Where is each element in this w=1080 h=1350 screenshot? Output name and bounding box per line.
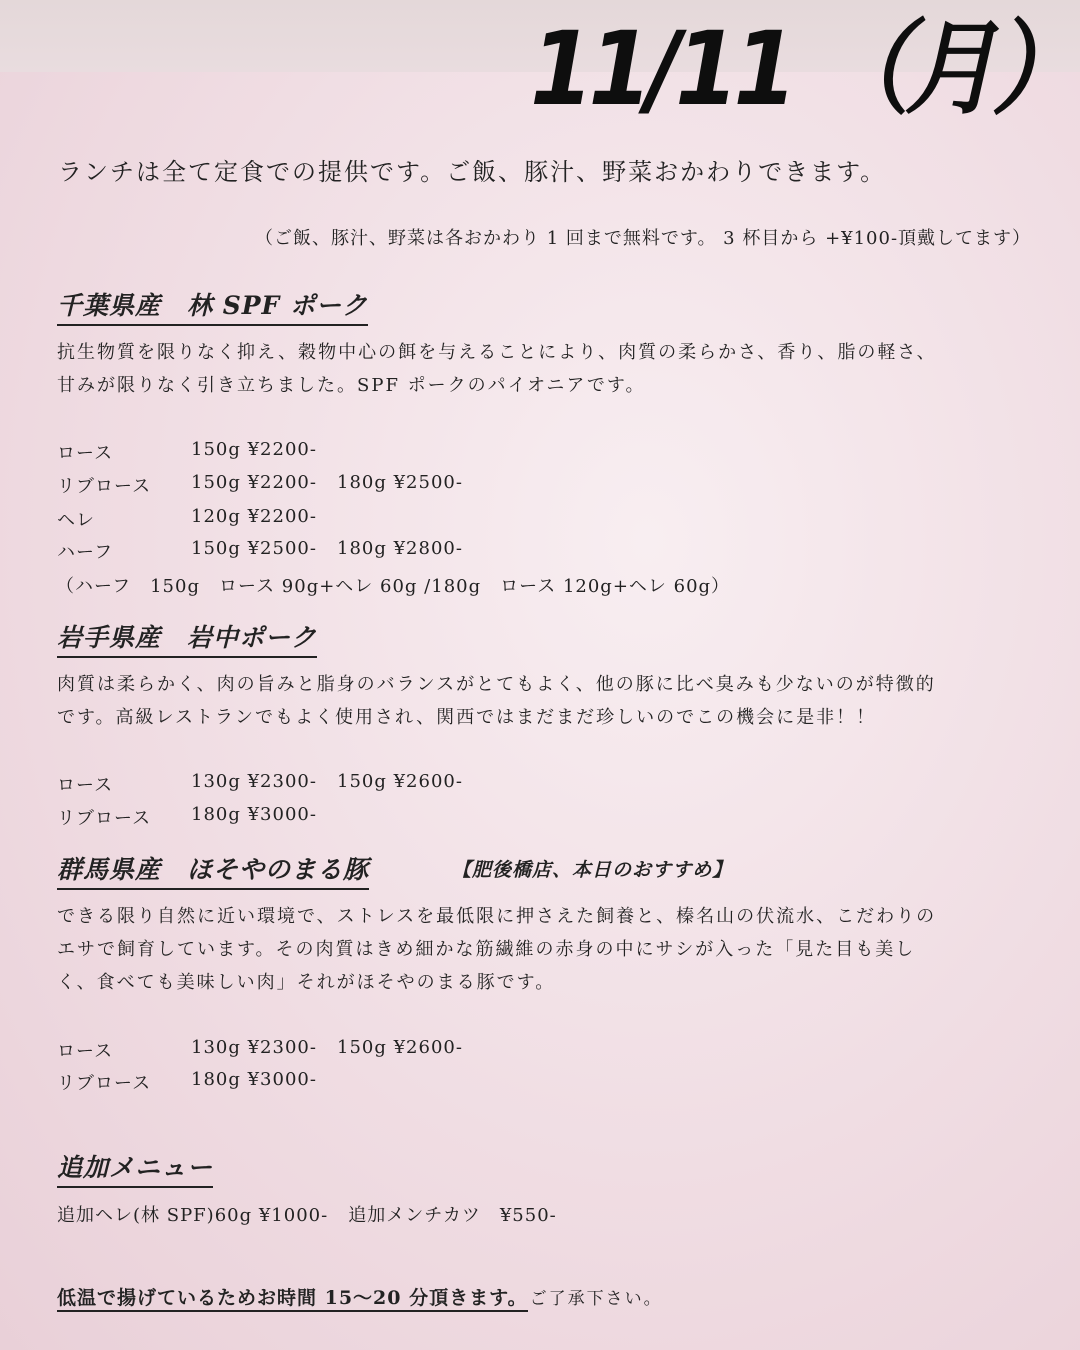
menu-item-price: 180g ¥3000- [191, 804, 317, 825]
section-heading-hayashi-spf: 千葉県産 林 SPF ポーク [57, 286, 368, 326]
menu-item-price-alt: 180g ¥2800- [337, 538, 463, 559]
menu-item-name: リブロース [57, 1073, 152, 1094]
menu-item-name: リブロース [57, 808, 152, 829]
additional-menu-heading: 追加メニュー [57, 1148, 213, 1188]
section-heading-iwachu: 岩手県産 岩中ポーク [57, 618, 317, 658]
additional-item-fillet: 追加ヘレ(林 SPF)60g ¥1000- [57, 1205, 329, 1226]
menu-date: 11/11 （月） [530, 10, 1078, 129]
menu-item-name: ロース [57, 1041, 114, 1062]
additional-item-menchi: 追加メンチカツ ¥550- [348, 1205, 557, 1226]
menu-item-price-alt: 150g ¥2600- [337, 771, 463, 792]
menu-item-price: 120g ¥2200- [191, 506, 317, 527]
menu-item-price: 150g ¥2200- [191, 439, 317, 460]
section-description-iwachu: 肉質は柔らかく、肉の旨みと脂身のバランスがとてもよく、他の豚に比べ臭みも少ないのが特徴的です。高級レストランでもよく使用され、関西ではまだまだ珍しいのでこの機会に是非！！ [57, 674, 936, 728]
recommend-badge: 【肥後橋店、本日のおすすめ】 [452, 859, 733, 881]
section-description-hayashi-spf: 抗生物質を限りなく抑え、穀物中心の餌を与えることにより、肉質の柔らかさ、香り、脂の軽さ、甘みが限りなく引き立ちました。SPF ポークのパイオニアです。 [57, 342, 937, 396]
menu-item-price: 180g ¥3000- [191, 1069, 317, 1090]
menu-item-price: 130g ¥2300- [191, 771, 317, 792]
section-heading-hosoya: 群馬県産 ほそやのまる豚 [57, 850, 369, 890]
menu-item-name: ロース [57, 775, 114, 796]
menu-item-price: 150g ¥2500- [191, 538, 317, 559]
footer-note [57, 1283, 663, 1310]
additional-menu-items [57, 1201, 557, 1227]
menu-item-price-alt: 150g ¥2600- [337, 1037, 463, 1058]
lunch-intro: ランチは全て定食での提供です。ご飯、豚汁、野菜おかわりできます。 [58, 158, 887, 186]
section-description-hosoya: できる限り自然に近い環境で、ストレスを最低限に押さえた飼養と、榛名山の伏流水、こだわりのエサで飼育しています。その肉質はきめ細かな筋繊維の赤身の中にサシが入った「見た目も美しく、食べても美味しい肉」それがほそやのまる豚です。 [57, 906, 937, 993]
menu-item-name: リブロース [57, 476, 152, 497]
menu-item-price: 130g ¥2300- [191, 1037, 317, 1058]
menu-item-price-alt: 180g ¥2500- [337, 472, 463, 493]
acknowledge-note: ご了承下さい。 [529, 1289, 663, 1309]
half-portion-note: （ハーフ 150g ロース 90g+ヘレ 60g /180g ロース 120g+ヘレ 60g） [56, 576, 731, 597]
refill-note: （ご飯、豚汁、野菜は各おかわり 1 回まで無料です。 3 杯目から +¥100-頂戴してます） [255, 228, 1032, 249]
menu-item-name: ハーフ [57, 542, 114, 563]
menu-item-price: 150g ¥2200- [191, 472, 317, 493]
cooking-time-note: 低温で揚げているためお時間 15〜20 分頂きます。 [57, 1287, 528, 1312]
menu-item-name: ロース [57, 443, 114, 464]
menu-item-name: ヘレ [57, 510, 95, 531]
